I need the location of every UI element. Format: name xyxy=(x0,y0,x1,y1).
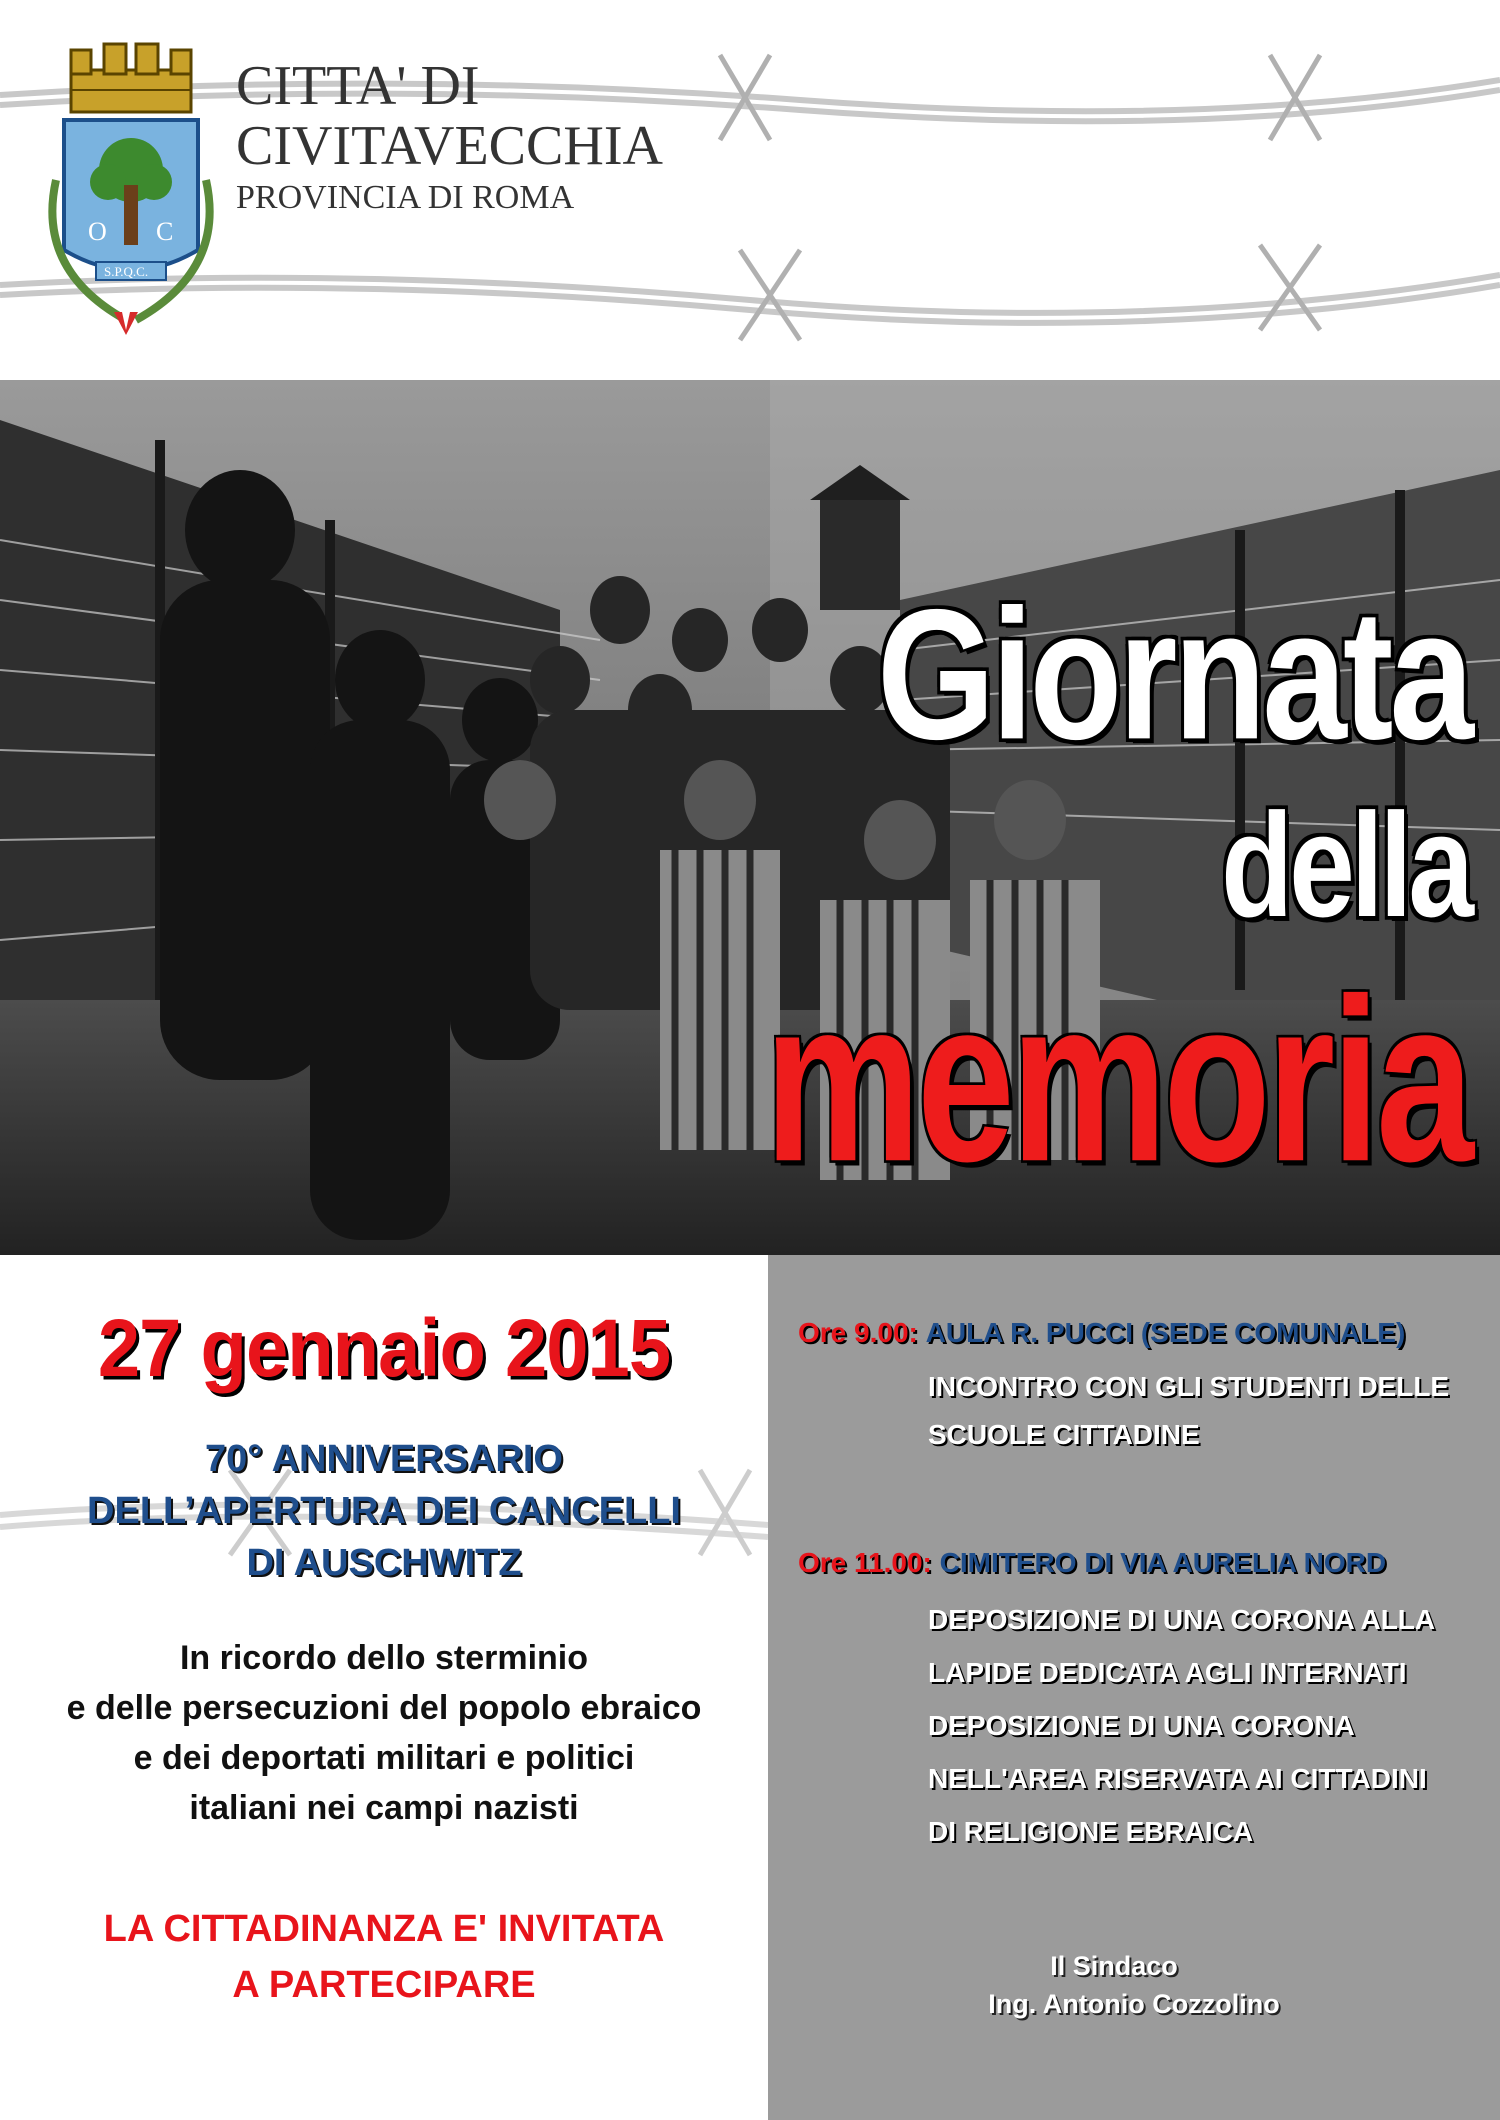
city-crest-emblem xyxy=(26,30,236,350)
event-description-line: LAPIDE DEDICATA AGLI INTERNATI xyxy=(928,1657,1407,1688)
anniversary-heading xyxy=(0,1433,768,1589)
anniversary-line: DI AUSCHWITZ xyxy=(246,1542,522,1584)
description-line: In ricordo dello sterminio xyxy=(179,1639,589,1677)
city-name-block xyxy=(236,56,663,220)
event-time: Ore 9.00: xyxy=(798,1317,918,1348)
signature-name: Ing. Antonio Cozzolino xyxy=(988,1989,1280,2019)
event-description-line: DEPOSIZIONE DI UNA CORONA xyxy=(928,1710,1355,1741)
crest-ribbon: S.P.Q.C. xyxy=(104,264,149,279)
header xyxy=(0,0,1500,380)
event-description xyxy=(928,1593,1435,1858)
title-line-memoria: memoria xyxy=(764,951,1470,1211)
signature-title: Il Sindaco xyxy=(1050,1951,1178,1981)
crown-icon xyxy=(71,44,191,112)
event-heading xyxy=(798,1317,1405,1349)
crest-letter-o: O xyxy=(88,217,107,246)
memorial-description xyxy=(0,1633,768,1833)
event-date: 27 gennaio 2015 xyxy=(97,1302,671,1395)
city-prefix: CITTA' DI xyxy=(236,55,480,117)
historical-photo xyxy=(0,380,1500,1255)
event-description xyxy=(928,1363,1449,1459)
event-time: Ore 11.00: xyxy=(798,1547,932,1578)
event-description-line: INCONTRO CON GLI STUDENTI DELLE xyxy=(928,1371,1450,1402)
description-line: e dei deportati militari e politici xyxy=(133,1739,635,1777)
anniversary-line: DELL’APERTURA DEI CANCELLI xyxy=(87,1490,681,1532)
event-description-line: DI RELIGIONE EBRAICA xyxy=(928,1816,1254,1847)
program-panel xyxy=(768,1255,1500,2120)
invitation-text xyxy=(0,1901,768,2013)
event-heading xyxy=(798,1547,1386,1579)
event-description-line: NELL'AREA RISERVATA AI CITTADINI xyxy=(928,1763,1427,1794)
event-description-line: DEPOSIZIONE DI UNA CORONA ALLA xyxy=(928,1604,1436,1635)
anniversary-line: 70° ANNIVERSARIO xyxy=(205,1438,563,1480)
event-location: CIMITERO DI VIA AURELIA NORD xyxy=(939,1547,1387,1578)
title-line-giornata: Giornata xyxy=(877,571,1470,779)
description-line: e delle persecuzioni del popolo ebraico xyxy=(66,1689,702,1727)
description-line: italiani nei campi nazisti xyxy=(189,1789,579,1827)
event-description-line: SCUOLE CITTADINE xyxy=(928,1419,1200,1450)
province-name: PROVINCIA DI ROMA xyxy=(236,179,575,216)
city-name: CIVITAVECCHIA xyxy=(236,115,663,177)
date-info-panel xyxy=(0,1255,768,2120)
title-line-della: della xyxy=(1221,783,1470,949)
crest-letter-c: C xyxy=(156,217,174,246)
invitation-line: LA CITTADINANZA E' INVITATA xyxy=(103,1908,665,1950)
event-location: AULA R. PUCCI (SEDE COMUNALE) xyxy=(925,1317,1406,1348)
mayor-signature xyxy=(768,1947,1500,2023)
invitation-line: A PARTECIPARE xyxy=(232,1964,536,2006)
